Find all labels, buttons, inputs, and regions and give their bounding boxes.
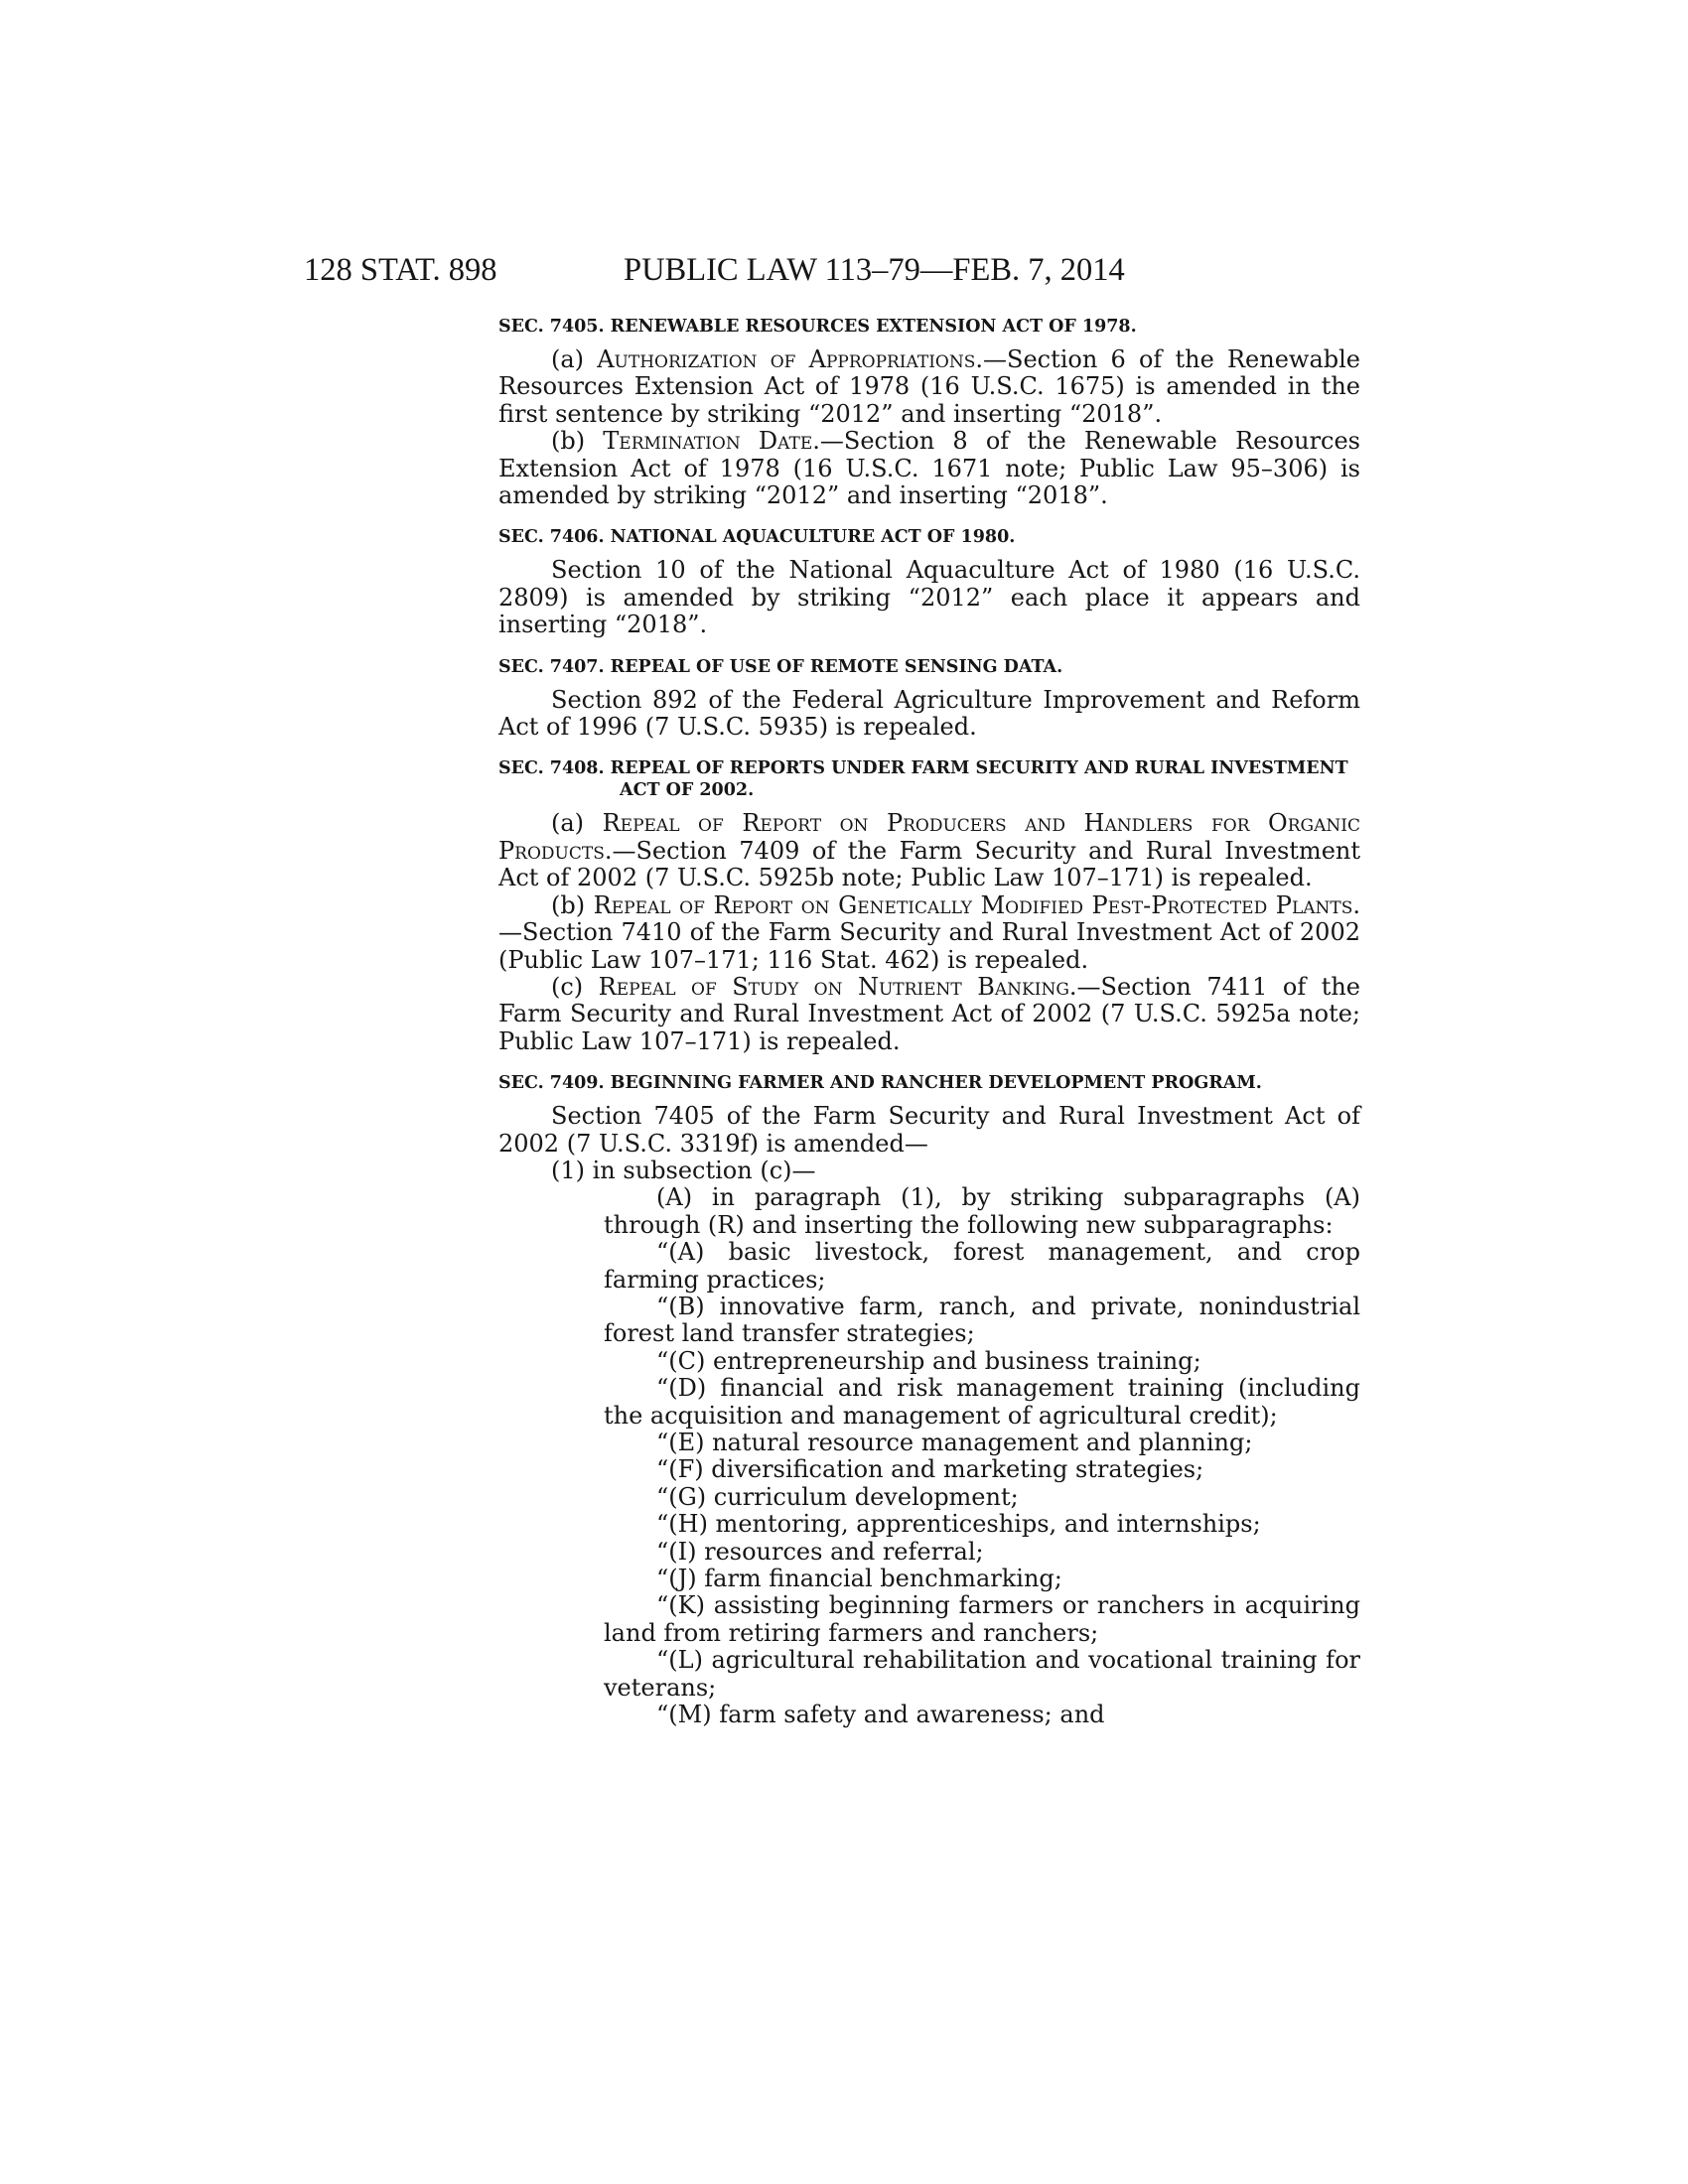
paragraph-text: —Section 7409 of the Farm Security and Rural Investment Act of 2002 (7 U.S.C. 5925b note; Public Law 107–171) is repealed. <box>498 836 1360 892</box>
page-body <box>498 316 1360 1728</box>
paragraph-text: —Section 8 of the Renewable Resources Extension Act of 1978 (16 U.S.C. 1671 note; Public Law 95–306) is amended by striking “2012” and inserting “2018”. <box>498 427 1360 510</box>
paragraph-7408-c <box>498 974 1360 1055</box>
paragraph-caption: Repeal of Report on Genetically Modified Pest-Protected Plants. <box>593 890 1360 919</box>
subparagraph-K: “(K) assisting beginning farmers or ranchers in acquiring land from retiring farmers and ranchers; <box>604 1591 1360 1647</box>
paragraph-text: —Section 7410 of the Farm Security and Rural Investment Act of 2002 (Public Law 107–171; 116 Stat. 462) is repealed. <box>498 918 1360 974</box>
paragraph-7409-item-1: (1) in subsection (c)— <box>551 1156 816 1184</box>
paragraph-caption: Repeal of Report on Producers and Handlers for Organic Products. <box>498 809 1360 865</box>
paragraph-7408-a <box>498 810 1360 891</box>
subparagraph-L: “(L) agricultural rehabilitation and vocational training for veterans; <box>604 1646 1360 1702</box>
paragraph-7409-item-A: (A) in paragraph (1), by striking subparagraphs (A) through (R) and inserting the following new subparagraphs: <box>604 1183 1360 1239</box>
paragraph-text: —Section 6 of the Renewable Resources Extension Act of 1978 (16 U.S.C. 1675) is amended in the first sentence by striking “2012” and inserting “2018”. <box>498 345 1360 428</box>
section-heading-7406: SEC. 7406. NATIONAL AQUACULTURE ACT OF 1980. <box>498 527 1016 548</box>
paragraph-caption: Termination Date. <box>603 427 820 456</box>
paragraph-caption: Authorization of Appropriations. <box>597 345 984 373</box>
paragraph-lead: (c) <box>551 972 599 1001</box>
subparagraph-B: “(B) innovative farm, ranch, and private, nonindustrial forest land transfer strategies; <box>604 1292 1360 1348</box>
paragraph-lead: (a) <box>551 345 598 373</box>
subparagraph-H: “(H) mentoring, apprenticeships, and internships; <box>656 1510 1261 1539</box>
paragraph-7405-a <box>498 346 1360 428</box>
paragraph-7407: Section 892 of the Federal Agriculture Improvement and Reform Act of 1996 (7 U.S.C. 5935) is repealed. <box>498 685 1360 742</box>
paragraph-caption: Repeal of Study on Nutrient Banking. <box>598 972 1077 1001</box>
section-heading-7408: SEC. 7408. REPEAL OF REPORTS UNDER FARM SECURITY AND RURAL INVESTMENT ACT OF 2002. <box>498 758 1348 801</box>
section-heading-7407: SEC. 7407. REPEAL OF USE OF REMOTE SENSING DATA. <box>498 656 1063 677</box>
section-heading-7405: SEC. 7405. RENEWABLE RESOURCES EXTENSION ACT OF 1978. <box>498 317 1137 337</box>
paragraph-7408-b <box>498 892 1360 974</box>
section-heading-7409: SEC. 7409. BEGINNING FARMER AND RANCHER DEVELOPMENT PROGRAM. <box>498 1073 1262 1094</box>
subparagraph-D: “(D) financial and risk management training (including the acquisition and management of agricultural credit); <box>604 1374 1360 1430</box>
paragraph-lead: (a) <box>551 809 603 838</box>
subparagraph-M: “(M) farm safety and awareness; and <box>656 1701 1105 1729</box>
subparagraph-E: “(E) natural resource management and planning; <box>656 1429 1253 1456</box>
subparagraph-I: “(I) resources and referral; <box>656 1537 984 1566</box>
paragraph-lead: (b) <box>551 890 594 919</box>
paragraph-7409-intro: Section 7405 of the Farm Security and Rural Investment Act of 2002 (7 U.S.C. 3319f) is amended— <box>498 1102 1360 1158</box>
subparagraph-J: “(J) farm financial benchmarking; <box>656 1565 1062 1593</box>
public-law-date: PUBLIC LAW 113–79—FEB. 7, 2014 <box>624 252 1125 288</box>
paragraph-lead: (b) <box>551 427 604 456</box>
subparagraph-C: “(C) entrepreneurship and business training; <box>656 1346 1201 1375</box>
paragraph-7406: Section 10 of the National Aquaculture Act of 1980 (16 U.S.C. 2809) is amended by striking “2012” each place it appears and inserting “2018”. <box>498 556 1360 639</box>
paragraph-7405-b <box>498 428 1360 509</box>
subparagraph-F: “(F) diversification and marketing strategies; <box>656 1455 1204 1484</box>
subparagraph-A: “(A) basic livestock, forest management, and crop farming practices; <box>604 1238 1360 1294</box>
stat-page-number: 128 STAT. 898 <box>304 252 497 288</box>
paragraph-text: —Section 7411 of the Farm Security and Rural Investment Act of 2002 (7 U.S.C. 5925a note; Public Law 107–171) is repealed. <box>498 972 1361 1055</box>
subparagraph-G: “(G) curriculum development; <box>656 1482 1019 1511</box>
running-header <box>0 250 1688 290</box>
